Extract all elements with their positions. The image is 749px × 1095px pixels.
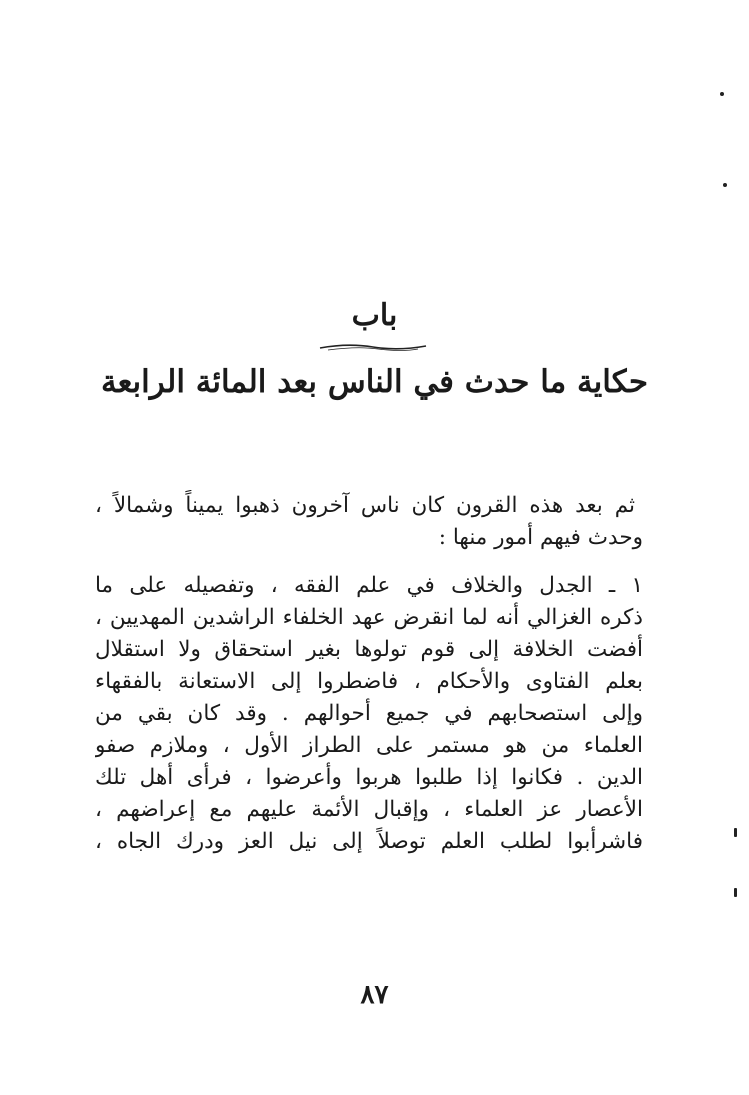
paragraph xyxy=(95,490,643,554)
scan-speck xyxy=(734,888,737,897)
text-line: الأعصار عز العلماء ، وإقبال الأئمة عليهم مع إعراضهم ، xyxy=(95,797,643,822)
body-text xyxy=(95,490,643,858)
scan-speck xyxy=(720,92,724,96)
text-line: ذكره الغزالي أنه لما انقرض عهد الخلفاء الراشدين المهديين ، xyxy=(95,605,643,630)
scan-speck xyxy=(723,183,727,187)
page-number: ٨٧ xyxy=(360,980,389,1010)
text-line: وإلى استصحابهم في جميع أحوالهم . وقد كان بقي من xyxy=(95,701,643,726)
text-line: ثم بعد هذه القرون كان ناس آخرون ذهبوا يميناً وشمالاً ، xyxy=(95,493,635,518)
text-line: ١ ـ الجدل والخلاف في علم الفقه ، وتفصيله على ما xyxy=(95,573,643,598)
text-line: وحدث فيهم أمور منها : xyxy=(438,525,643,550)
paragraph xyxy=(95,570,643,858)
heading-ornament-icon xyxy=(318,341,428,353)
scan-speck xyxy=(734,828,737,837)
text-line: فاشرأبوا لطلب العلم توصلاً إلى نيل العز ودرك الجاه ، xyxy=(95,829,643,854)
text-line: العلماء من هو مستمر على الطراز الأول ، وملازم صفو xyxy=(95,733,643,758)
text-line: الدين . فكانوا إذا طلبوا هربوا وأعرضوا ، فرأى أهل تلك xyxy=(95,765,643,790)
text-line: أفضت الخلافة إلى قوم تولوها بغير استحقاق ولا استقلال xyxy=(95,637,643,662)
chapter-label: باب xyxy=(351,298,398,333)
chapter-title: حكاية ما حدث في الناس بعد المائة الرابعة xyxy=(100,364,649,400)
text-line: بعلم الفتاوى والأحكام ، فاضطروا إلى الاستعانة بالفقهاء xyxy=(95,669,643,694)
